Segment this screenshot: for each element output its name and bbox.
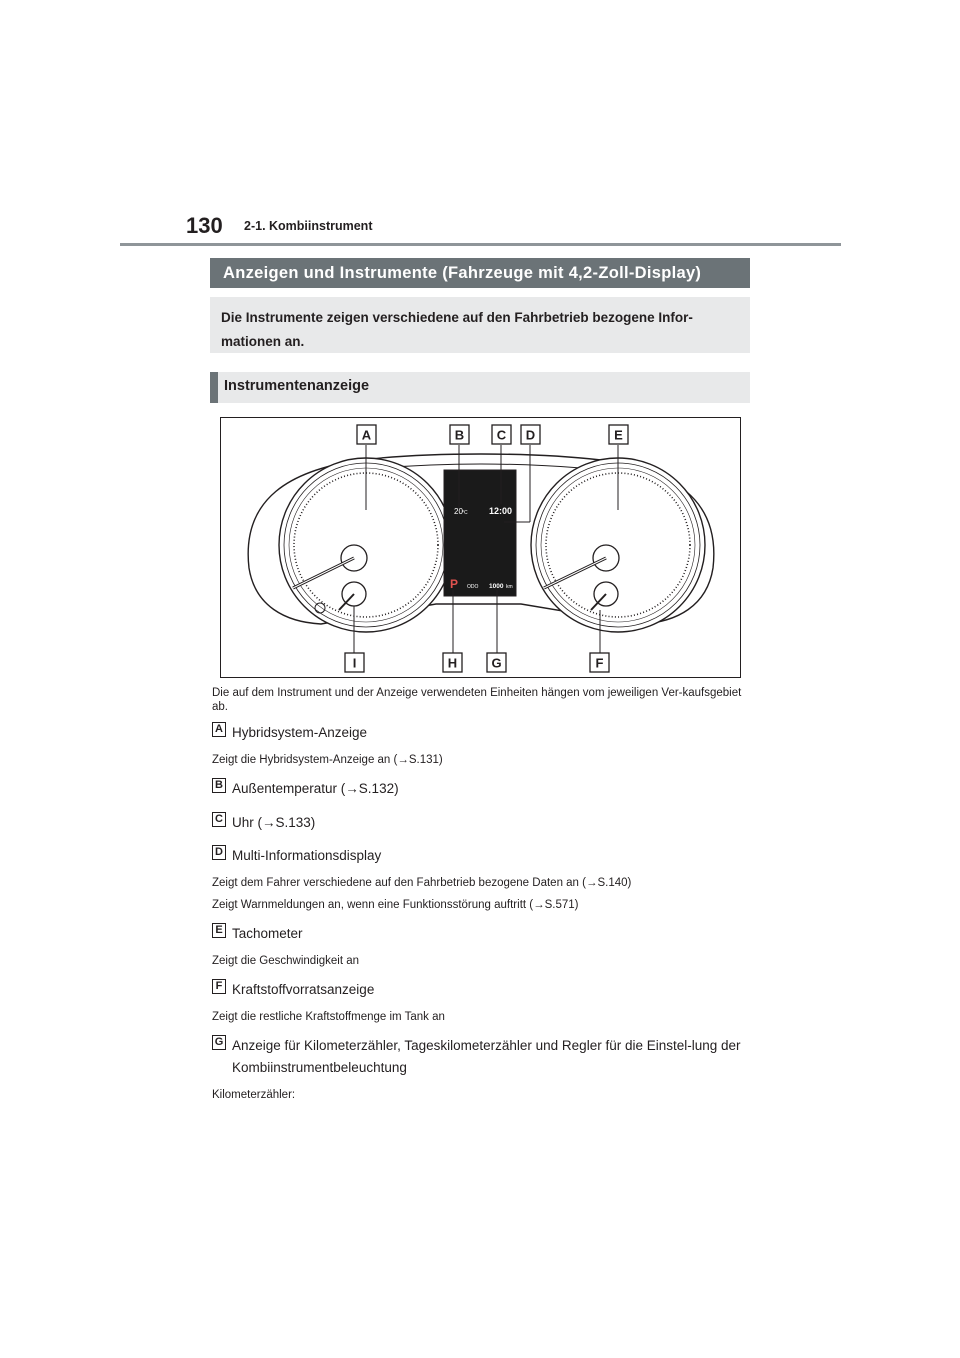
display-odo-label: ODO bbox=[467, 584, 479, 590]
callout-d: D bbox=[525, 427, 536, 443]
callout-b: B bbox=[454, 427, 465, 443]
item-title: Hybridsystem-Anzeige bbox=[232, 725, 368, 740]
callout-g: G bbox=[491, 655, 502, 671]
item-title: Kraftstoffvorratsanzeige bbox=[232, 982, 375, 997]
item-title: Tachometer bbox=[232, 926, 303, 941]
instrument-cluster-figure bbox=[220, 417, 741, 678]
callout-i: I bbox=[352, 655, 357, 671]
item-title: Multi-Informationsdisplay bbox=[232, 848, 382, 863]
display-odo-value: 1000 bbox=[489, 583, 504, 590]
badge-f: F bbox=[212, 979, 226, 994]
badge-d: D bbox=[212, 845, 226, 860]
section-title: Anzeigen und Instrumente (Fahrzeuge mit 4,2-Zoll-Display) bbox=[210, 258, 750, 288]
badge-b: B bbox=[212, 778, 226, 793]
item-description: Zeigt die restliche Kraftstoffmenge im Tank an bbox=[212, 1011, 445, 1023]
item-description: Zeigt die Geschwindigkeit an bbox=[212, 955, 360, 967]
item-title: Uhr (→S.133) bbox=[232, 815, 316, 830]
badge-e: E bbox=[212, 923, 226, 938]
item-title: Außentemperatur (→S.132) bbox=[232, 781, 399, 796]
display-gear: P bbox=[450, 577, 459, 591]
display-temperature: 20 bbox=[454, 507, 463, 516]
item-title: Anzeige für Kilometerzähler, Tageskilometerzähler und Regler für die Einstel-lung der Kombiinstrumentbeleuchtung bbox=[232, 1038, 741, 1075]
intro-text: Die Instrumente zeigen verschiedene auf den Fahrbetrieb bezogene Infor-mationen an. bbox=[210, 297, 750, 353]
badge-c: C bbox=[212, 812, 226, 827]
badge-a: A bbox=[212, 722, 226, 737]
multi-information-display bbox=[444, 470, 516, 596]
display-clock: 12:00 bbox=[489, 506, 513, 516]
callout-h: H bbox=[447, 655, 458, 671]
item-description: Kilometerzähler: bbox=[212, 1089, 296, 1101]
display-temperature-unit: °C bbox=[462, 510, 468, 516]
item-description: Zeigt Warnmeldungen an, wenn eine Funktionsstörung auftritt (→S.571) bbox=[212, 899, 579, 911]
chapter-title: 2-1. Kombiinstrument bbox=[244, 219, 373, 233]
badge-g: G bbox=[212, 1035, 226, 1050]
page-number: 130 bbox=[186, 213, 223, 238]
callout-c: C bbox=[496, 427, 507, 443]
display-odo-unit: km bbox=[506, 584, 513, 590]
item-description: Zeigt die Hybridsystem-Anzeige an (→S.131) bbox=[212, 754, 443, 766]
figure-caption: Die auf dem Instrument und der Anzeige verwendeten Einheiten hängen vom jeweiligen Ver-kaufsgebiet ab. bbox=[212, 687, 742, 713]
item-description: Zeigt dem Fahrer verschiedene auf den Fahrbetrieb bezogene Daten an (→S.140) bbox=[212, 877, 632, 889]
header-divider bbox=[120, 243, 841, 246]
callout-a: A bbox=[361, 427, 372, 443]
callout-f: F bbox=[595, 655, 604, 671]
callout-e: E bbox=[614, 427, 623, 443]
subsection-heading: Instrumentenanzeige bbox=[210, 372, 750, 403]
